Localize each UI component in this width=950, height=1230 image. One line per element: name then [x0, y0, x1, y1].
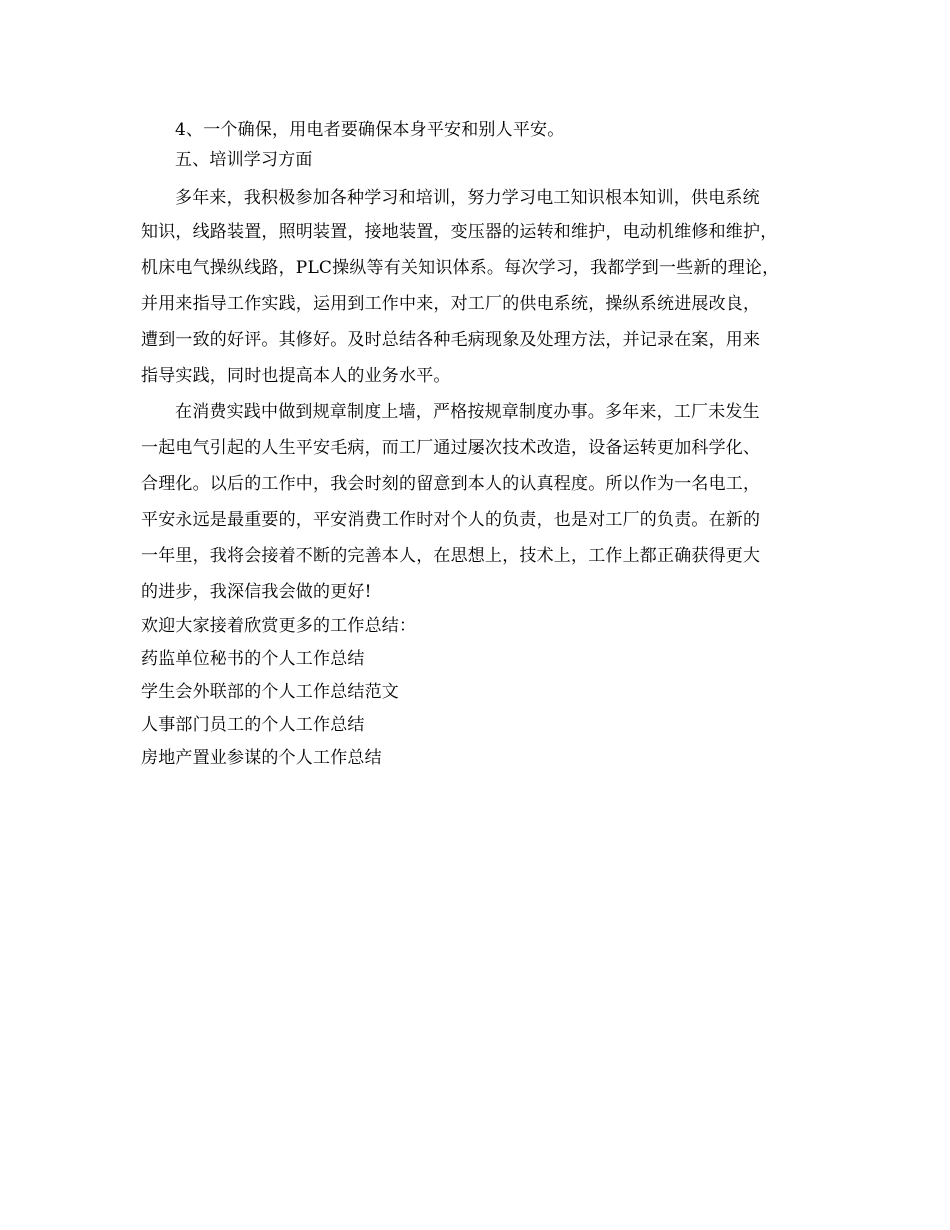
related-link-1[interactable]: 药监单位秘书的个人工作总结	[141, 649, 365, 669]
paragraph-line: 平安永远是最重要的，平安消费工作时对个人的负责，也是对工厂的负责。在新的	[141, 510, 761, 530]
paragraph-line: 多年来，我积极参加各种学习和培训，努力学习电工知识根本知训，供电系统	[175, 188, 760, 208]
paragraph-line: 一年里，我将会接着不断的完善本人，在思想上，技术上，工作上都正确获得更大	[141, 546, 761, 566]
paragraph-line: 一起电气引起的人生平安毛病，而工厂通过屡次技术改造，设备运转更加科学化、	[141, 438, 761, 458]
paragraph-training	[141, 183, 821, 394]
related-link-4[interactable]: 房地产置业参谋的个人工作总结	[141, 748, 382, 768]
paragraph-line: 并用来指导工作实践，运用到工作中来，对工厂的供电系统，操纵系统进展改良，	[141, 294, 761, 314]
related-intro: 欢迎大家接着欣赏更多的工作总结：	[141, 616, 417, 636]
related-articles	[141, 610, 821, 775]
list-item-4: 4、一个确保，用电者要确保本身平安和别人平安。	[175, 120, 565, 140]
paragraph-line: 遭到一致的好评。其修好。及时总结各种毛病现象及处理方法，并记录在案，用来	[141, 330, 761, 350]
paragraph-line: 知识，线路装置，照明装置，接地装置，变压器的运转和维护，电动机维修和维护，	[141, 222, 778, 242]
related-link-3[interactable]: 人事部门员工的个人工作总结	[141, 715, 365, 735]
paragraph-line: 合理化。以后的工作中，我会时刻的留意到本人的认真程度。所以作为一名电工，	[141, 474, 761, 494]
paragraph-line: 机床电气操纵线路，PLC操纵等有关知识体系。每次学习，我都学到一些新的理论，	[141, 258, 780, 278]
related-link-2[interactable]: 学生会外联部的个人工作总结范文	[141, 682, 399, 702]
paragraph-line: 在消费实践中做到规章制度上墙，严格按规章制度办事。多年来，工厂未发生	[175, 402, 760, 422]
document-body	[141, 116, 821, 775]
paragraph-line: 指导实践，同时也提高本人的业务水平。	[141, 366, 451, 386]
paragraph-practice	[141, 394, 821, 610]
paragraph-line: 的进步，我深信我会做的更好!	[141, 582, 372, 602]
section-heading: 五、培训学习方面	[175, 150, 313, 170]
